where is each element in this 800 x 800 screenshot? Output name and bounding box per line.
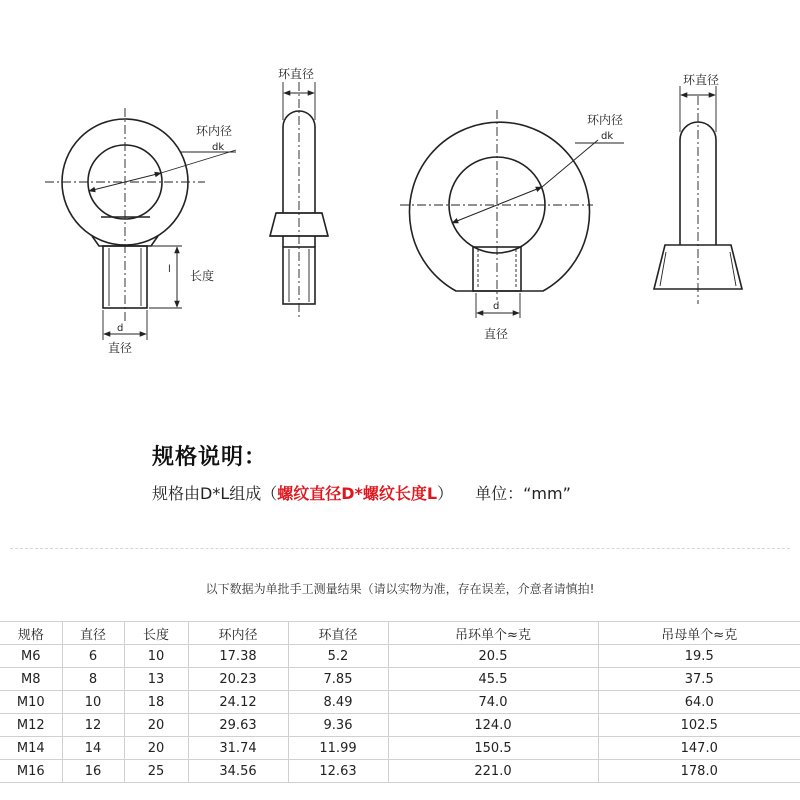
table-cell: 37.5 bbox=[598, 668, 800, 691]
table-header-cell: 规格 bbox=[0, 622, 62, 645]
table-cell: 34.56 bbox=[188, 760, 288, 783]
eye-nut-side-view bbox=[654, 86, 742, 304]
table-cell: 29.63 bbox=[188, 714, 288, 737]
table-cell: 102.5 bbox=[598, 714, 800, 737]
table-header-cell: 直径 bbox=[62, 622, 124, 645]
spec-highlight: 螺纹直径D*螺纹长度L bbox=[277, 484, 438, 503]
spec-section bbox=[152, 440, 571, 504]
table-cell: 16 bbox=[62, 760, 124, 783]
table-cell: 24.12 bbox=[188, 691, 288, 714]
table-header-cell: 环内径 bbox=[188, 622, 288, 645]
d-label-2: d bbox=[493, 301, 500, 312]
table-cell: 45.5 bbox=[388, 668, 598, 691]
table-row bbox=[0, 760, 800, 783]
table-cell: M12 bbox=[0, 714, 62, 737]
inner-diameter-label-1: 环内径 bbox=[196, 124, 233, 138]
diameter-label-1: 直径 bbox=[108, 341, 133, 355]
table-header-row bbox=[0, 622, 800, 645]
table-cell: 12.63 bbox=[288, 760, 388, 783]
table-cell: M6 bbox=[0, 645, 62, 668]
table-cell: 19.5 bbox=[598, 645, 800, 668]
table-row bbox=[0, 737, 800, 760]
length-label-1: 长度 bbox=[190, 269, 215, 283]
dashed-divider bbox=[10, 548, 790, 549]
table-row bbox=[0, 668, 800, 691]
table-cell: 10 bbox=[62, 691, 124, 714]
spec-table bbox=[0, 621, 800, 783]
table-row bbox=[0, 691, 800, 714]
table-cell: 20 bbox=[124, 714, 188, 737]
table-cell: M16 bbox=[0, 760, 62, 783]
ring-diameter-label-1: 环直径 bbox=[278, 67, 315, 81]
l-label-1: l bbox=[168, 264, 171, 275]
spec-close: ） bbox=[437, 484, 454, 503]
table-cell: 5.2 bbox=[288, 645, 388, 668]
table-cell: 150.5 bbox=[388, 737, 598, 760]
technical-drawings bbox=[0, 0, 800, 370]
measurement-note: 以下数据为单批手工测量结果（请以实物为准，存在误差，介意者请慎拍! bbox=[205, 582, 595, 596]
table-header-cell: 长度 bbox=[124, 622, 188, 645]
table-header-cell: 吊环单个≈克 bbox=[388, 622, 598, 645]
table-cell: 6 bbox=[62, 645, 124, 668]
table-cell: 124.0 bbox=[388, 714, 598, 737]
spec-title: 规格说明： bbox=[152, 445, 268, 470]
unit-label: 单位： bbox=[475, 484, 524, 503]
table-header-cell: 吊母单个≈克 bbox=[598, 622, 800, 645]
diameter-label-2: 直径 bbox=[484, 327, 509, 341]
ring-diameter-label-2: 环直径 bbox=[683, 73, 720, 87]
table-cell: 13 bbox=[124, 668, 188, 691]
table-cell: 147.0 bbox=[598, 737, 800, 760]
dk-label-1: dk bbox=[212, 142, 225, 153]
dk-label-2: dk bbox=[601, 131, 614, 142]
table-header-cell: 环直径 bbox=[288, 622, 388, 645]
table-cell: 20.5 bbox=[388, 645, 598, 668]
eye-bolt-side-view bbox=[270, 82, 328, 318]
table-cell: 10 bbox=[124, 645, 188, 668]
table-cell: 14 bbox=[62, 737, 124, 760]
table-cell: 74.0 bbox=[388, 691, 598, 714]
inner-diameter-label-2: 环内径 bbox=[587, 113, 624, 127]
table-cell: 8.49 bbox=[288, 691, 388, 714]
spec-description bbox=[152, 481, 571, 504]
table-cell: 8 bbox=[62, 668, 124, 691]
unit-value: “mm” bbox=[523, 484, 571, 503]
table-cell: M14 bbox=[0, 737, 62, 760]
table-cell: M8 bbox=[0, 668, 62, 691]
table-cell: 12 bbox=[62, 714, 124, 737]
table-cell: 64.0 bbox=[598, 691, 800, 714]
table-cell: 20.23 bbox=[188, 668, 288, 691]
spec-prefix: 规格由D*L组成（ bbox=[152, 484, 278, 503]
table-cell: 25 bbox=[124, 760, 188, 783]
table-cell: 31.74 bbox=[188, 737, 288, 760]
table-cell: 18 bbox=[124, 691, 188, 714]
eye-bolt-front-view bbox=[45, 108, 236, 340]
table-cell: 178.0 bbox=[598, 760, 800, 783]
table-cell: 20 bbox=[124, 737, 188, 760]
table-cell: 221.0 bbox=[388, 760, 598, 783]
table-row bbox=[0, 714, 800, 737]
table-row bbox=[0, 645, 800, 668]
table-cell: M10 bbox=[0, 691, 62, 714]
table-cell: 7.85 bbox=[288, 668, 388, 691]
table-cell: 9.36 bbox=[288, 714, 388, 737]
d-label-1: d bbox=[117, 323, 124, 334]
table-cell: 17.38 bbox=[188, 645, 288, 668]
eye-nut-front-view bbox=[400, 110, 624, 318]
table-cell: 11.99 bbox=[288, 737, 388, 760]
